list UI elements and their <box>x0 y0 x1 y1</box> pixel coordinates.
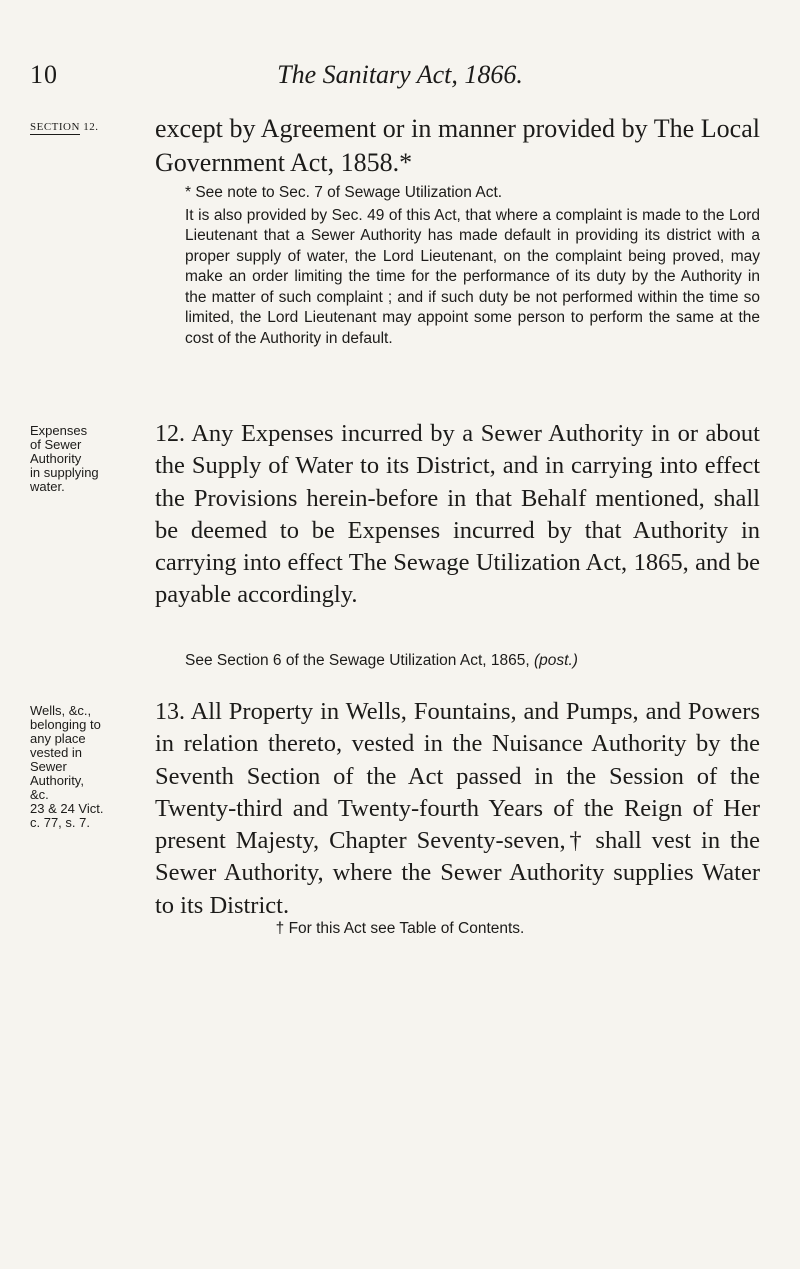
margin-line: Authority, <box>30 773 84 788</box>
margin-line: Sewer <box>30 759 67 774</box>
section-13-number: 13. <box>155 699 185 725</box>
section-13-text: All Property in Wells, Fountains, and Pumps, and Powers in relation thereto, vested in the Nuisance Authority by the Seventh Section of the Act passed in the Session of the Twenty-third and Twenty-fourth Years of the Reign of Her present Majesty, Chapter Seventy-seven,† shall vest in the Sewer Authority, where the Sewer Authority supplies Water to its District. <box>155 698 761 919</box>
section-marker <box>30 121 98 133</box>
page-header <box>30 60 770 94</box>
section-label: SECTION <box>30 121 80 133</box>
margin-line: of Sewer <box>30 437 82 452</box>
note-body: It is also provided by Sec. 49 of this Act, that where a complaint is made to the Lord Lieutenant that a Sewer Authority has made default in providing its district with a proper supply of water, the Lord Lieutenant, on the complaint being proved, may make an order limiting the time for the performance of its duty by the Authority in the matter of such complaint ; and if such duty be not performed within the time so limited, the Lord Lieutenant may appoint some person to perform the same at the cost of the Authority in default. <box>185 206 760 347</box>
margin-line: &c. <box>30 787 49 802</box>
page-number: 10 <box>30 60 58 89</box>
reference-text: See Section 6 of the Sewage Utilization Act, 1865, <box>185 652 530 669</box>
margin-note-section-12 <box>30 424 150 494</box>
margin-line: any place <box>30 731 86 746</box>
section-12-paragraph <box>155 418 760 612</box>
section-12-text: Any Expenses incurred by a Sewer Authority in or about the Supply of Water to its District, and in carrying into effect the Provisions herein-before in that Behalf mentioned, shall be deemed to be Expenses incurred by that Authority in carrying into effect The Sewage Utilization Act, 1865, and be payable accordingly. <box>155 420 760 609</box>
margin-note-section-13 <box>30 704 150 830</box>
margin-line: Wells, &c., <box>30 703 92 718</box>
section-number: 12. <box>83 121 99 133</box>
margin-line: vested in <box>30 745 83 760</box>
margin-line: Authority <box>30 451 82 466</box>
margin-line: belonging to <box>30 717 101 732</box>
section-12-reference <box>185 652 760 670</box>
reference-post: (post.) <box>533 652 578 669</box>
section-13-paragraph <box>155 696 760 922</box>
continued-paragraph: except by Agreement or in manner provided by The Local Government Act, 1858.* <box>155 114 760 177</box>
margin-line: water. <box>30 479 65 494</box>
footnote: † For this Act see Table of Contents. <box>275 920 525 937</box>
margin-line: Expenses <box>30 423 88 438</box>
editorial-note <box>185 183 760 349</box>
margin-line: 23 & 24 Vict. <box>30 801 104 816</box>
margin-line: c. 77, s. 7. <box>30 815 90 830</box>
note-first-line: * See note to Sec. 7 of Sewage Utilization Act. <box>185 184 503 201</box>
section-12-number: 12. <box>155 421 185 447</box>
margin-line: in supplying <box>30 465 99 480</box>
running-title: The Sanitary Act, 1866. <box>277 60 523 89</box>
